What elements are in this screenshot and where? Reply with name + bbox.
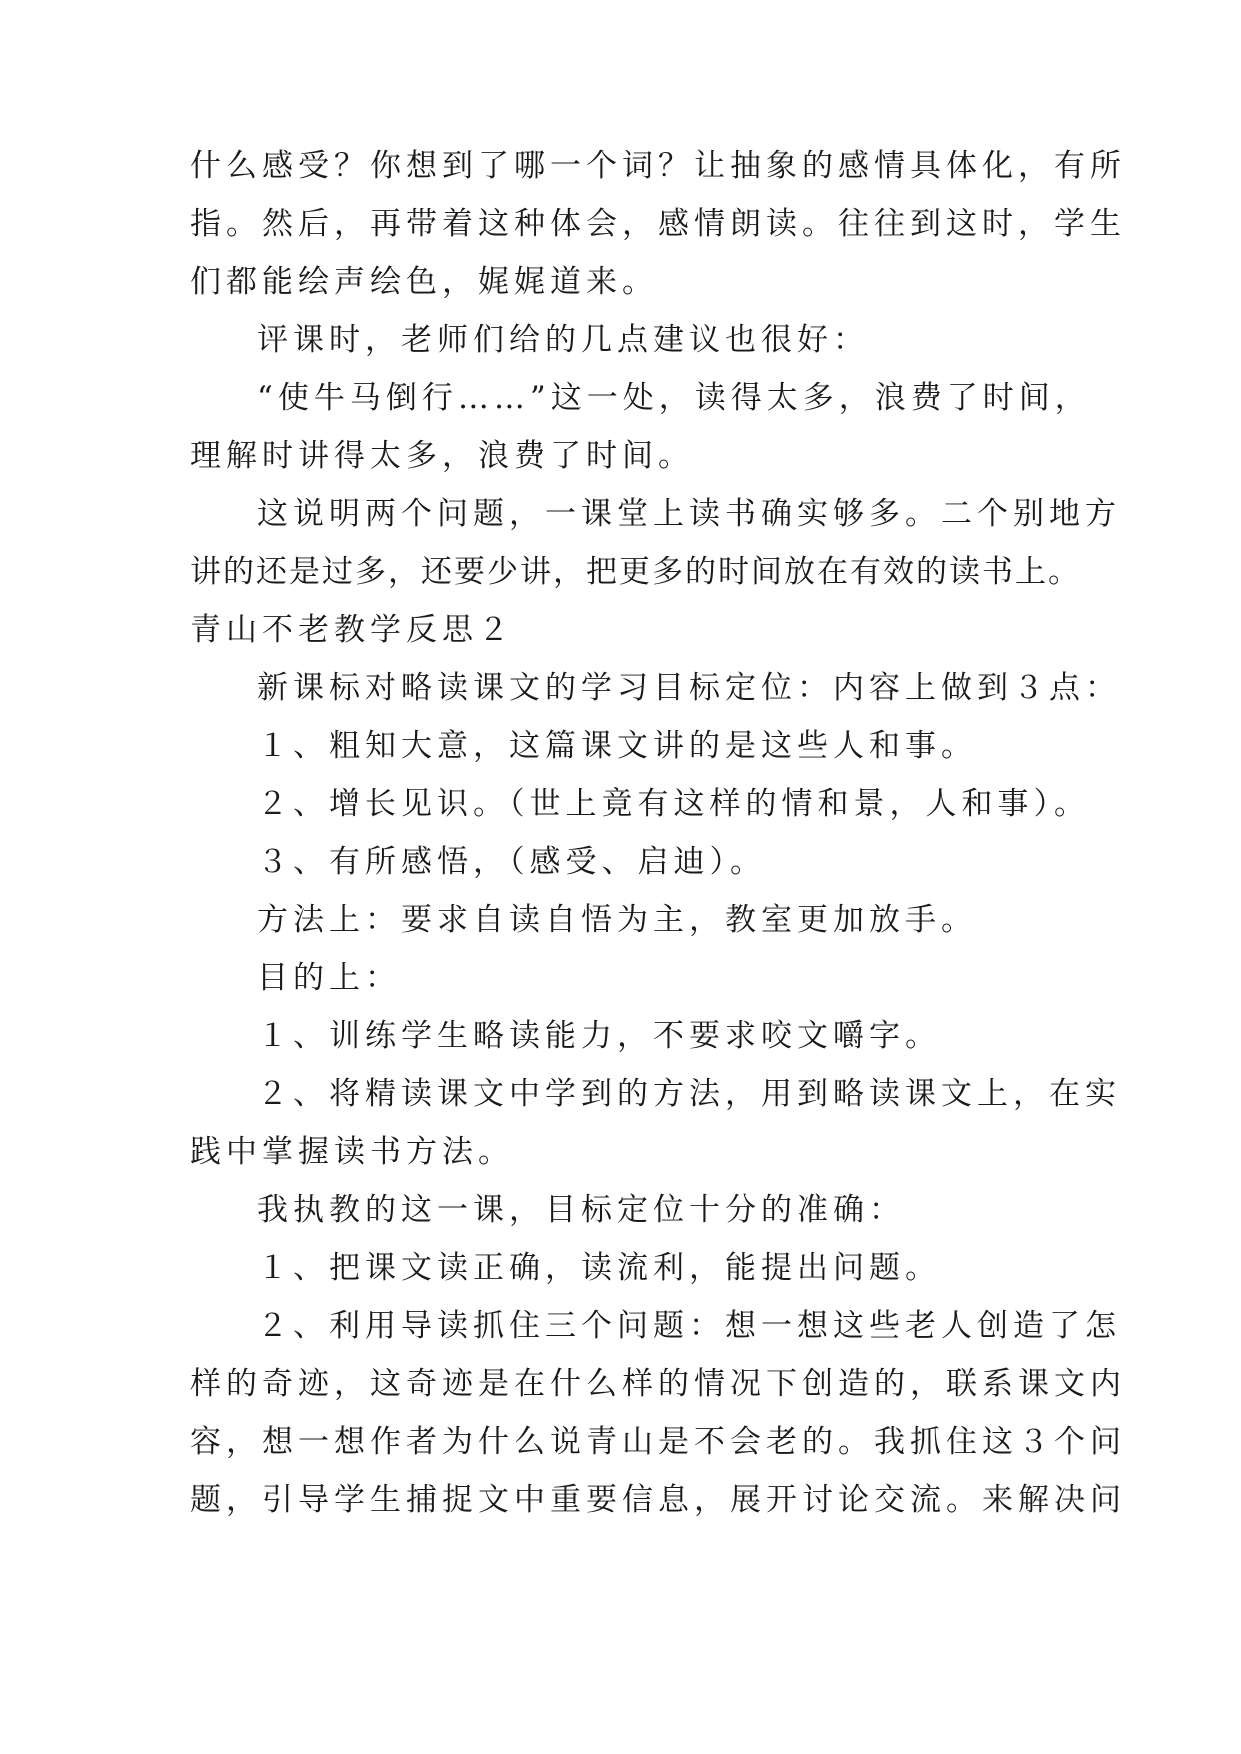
paragraph-line: 指。然后，再带着这种体会，感情朗读。往往到这时，学生: [190, 206, 1126, 242]
paragraph-line: 容，想一想作者为什么说青山是不会老的。我抓住这３个问: [190, 1424, 1126, 1460]
list-item: ３、有所感悟，（感受、启迪）。: [257, 844, 766, 880]
list-item: ２、增长见识。（世上竟有这样的情和景，人和事）。: [257, 786, 1090, 822]
paragraph-line: 样的奇迹，这奇迹是在什么样的情况下创造的，联系课文内: [190, 1366, 1126, 1402]
paragraph-line: 们都能绘声绘色，娓娓道来。: [190, 264, 658, 300]
list-item: １、把课文读正确，读流利，能提出问题。: [257, 1250, 941, 1286]
list-item: ２、利用导读抓住三个问题：想一想这些老人创造了怎: [257, 1308, 1121, 1344]
paragraph-line: 讲的还是过多，还要少讲，把更多的时间放在有效的读书上。: [190, 554, 1081, 590]
paragraph-line: 践中掌握读书方法。: [190, 1134, 514, 1170]
paragraph-line: 我执教的这一课，目标定位十分的准确：: [257, 1192, 905, 1228]
paragraph-line: 方法上：要求自读自悟为主，教室更加放手。: [257, 902, 977, 938]
paragraph-line: 目的上：: [257, 960, 401, 996]
list-item: ２、将精读课文中学到的方法，用到略读课文上，在实: [257, 1076, 1121, 1112]
paragraph-line: 理解时讲得太多，浪费了时间。: [190, 438, 694, 474]
paragraph-line: “使牛马倒行……”这一处，读得太多，浪费了时间，: [257, 380, 1091, 416]
list-item: １、训练学生略读能力，不要求咬文嚼字。: [257, 1018, 941, 1054]
list-item: １、粗知大意，这篇课文讲的是这些人和事。: [257, 728, 977, 764]
paragraph-line: 什么感受？你想到了哪一个词？让抽象的感情具体化，有所: [190, 148, 1126, 184]
paragraph-line: 这说明两个问题，一课堂上读书确实够多。二个别地方: [257, 496, 1121, 532]
section-title: 青山不老教学反思２: [190, 612, 514, 648]
paragraph-line: 评课时，老师们给的几点建议也很好：: [257, 322, 869, 358]
paragraph-line: 新课标对略读课文的学习目标定位：内容上做到３点：: [257, 670, 1121, 706]
paragraph-line: 题，引导学生捕捉文中重要信息，展开讨论交流。来解决问: [190, 1482, 1126, 1518]
